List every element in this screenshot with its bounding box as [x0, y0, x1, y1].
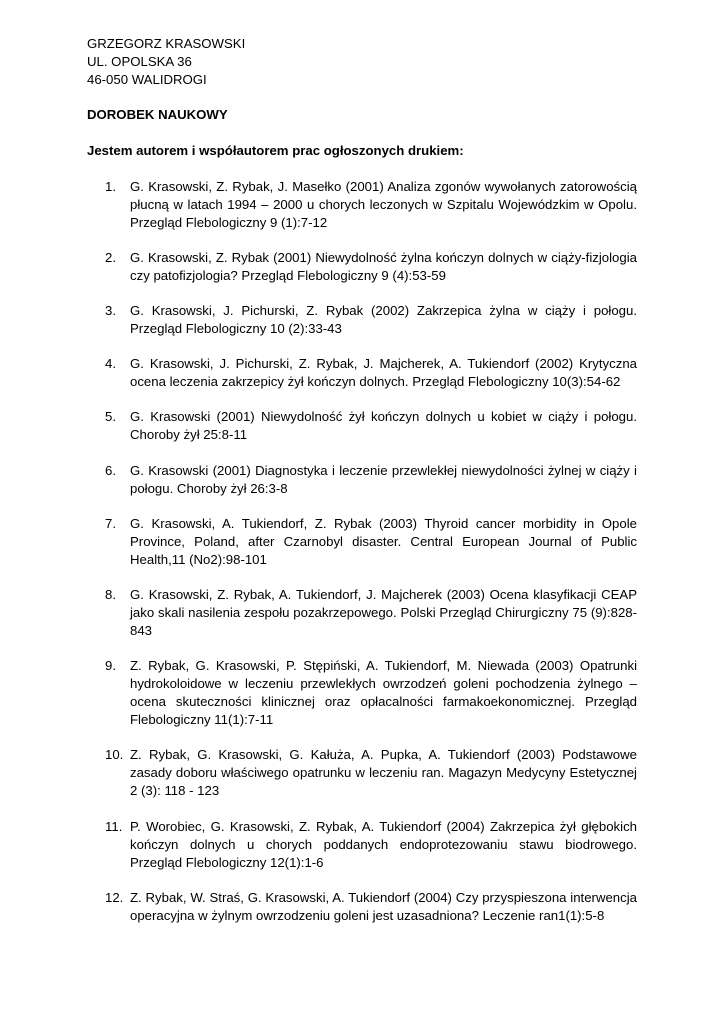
- publication-item: [105, 586, 637, 640]
- publication-number: 4.: [105, 356, 116, 371]
- publication-text: G. Krasowski (2001) Diagnostyka i leczenie przewlekłej niewydolności żylnej w ciąży i połogu. Choroby żył 26:3-8: [130, 463, 637, 496]
- publication-item: [105, 657, 637, 729]
- publication-item: [105, 249, 637, 285]
- publication-item: [105, 302, 637, 338]
- publication-item: [105, 178, 637, 232]
- publication-number: 9.: [105, 658, 116, 673]
- publication-number: 10.: [105, 747, 124, 762]
- publication-number: 1.: [105, 179, 116, 194]
- author-city: 46-050 WALIDROGI: [87, 72, 207, 87]
- publication-item: [105, 408, 637, 444]
- publication-number: 5.: [105, 409, 116, 424]
- publication-text: Z. Rybak, W. Straś, G. Krasowski, A. Tukiendorf (2004) Czy przyspieszona interwencja operacyjna w żylnym owrzodzeniu goleni jest uzasadniona? Leczenie ran1(1):5-8: [130, 890, 637, 923]
- publication-text: G. Krasowski, Z. Rybak, J. Masełko (2001) Analiza zgonów wywołanych zatorowością płucną w latach 1994 – 2000 u chorych leczonych w Szpitalu Wojewódzkim w Opolu. Przegląd Flebologiczny 9 (1):7-12: [130, 179, 637, 230]
- publication-item: [105, 889, 637, 925]
- author-street: UL. OPOLSKA 36: [87, 54, 192, 69]
- publication-item: [105, 355, 637, 391]
- publication-number: 11.: [105, 819, 123, 834]
- publication-text: G. Krasowski, Z. Rybak (2001) Niewydolność żylna kończyn dolnych w ciąży-fizjologia czy patofizjologia? Przegląd Flebologiczny 9 (4):53-59: [130, 250, 637, 283]
- publication-number: 7.: [105, 516, 116, 531]
- document-heading: DOROBEK NAUKOWY: [87, 107, 228, 122]
- publication-text: Z. Rybak, G. Krasowski, G. Kałuża, A. Pupka, A. Tukiendorf (2003) Podstawowe zasady doboru właściwego opatrunku w leczeniu ran. Magazyn Medycyny Estetycznej 2 (3): 118 - 123: [130, 747, 637, 798]
- publication-text: G. Krasowski (2001) Niewydolność żył kończyn dolnych u kobiet w ciąży i połogu. Choroby żył 25:8-11: [130, 409, 637, 442]
- publication-text: G. Krasowski, Z. Rybak, A. Tukiendorf, J. Majcherek (2003) Ocena klasyfikacji CEAP jako skali nasilenia zespołu pozakrzepowego. Polski Przegląd Chirurgiczny 75 (9):828-843: [130, 587, 637, 638]
- publication-text: G. Krasowski, A. Tukiendorf, Z. Rybak (2003) Thyroid cancer morbidity in Opole Province, Poland, after Czarnobyl disaster. Central European Journal of Public Health,11 (No2):98-101: [130, 516, 637, 567]
- publication-text: G. Krasowski, J. Pichurski, Z. Rybak (2002) Zakrzepica żylna w ciąży i połogu. Przegląd Flebologiczny 10 (2):33-43: [130, 303, 637, 336]
- publication-number: 8.: [105, 587, 116, 602]
- publication-text: Z. Rybak, G. Krasowski, P. Stępiński, A. Tukiendorf, M. Niewada (2003) Opatrunki hydrokoloidowe w leczeniu przewlekłych owrzodzeń goleni pochodzenia żylnego – ocena skuteczności klinicznej oraz opłacalności farmakoekonomicznej. Przegląd Flebologiczny 11(1):7-11: [130, 658, 637, 727]
- publication-number: 3.: [105, 303, 116, 318]
- author-name: GRZEGORZ KRASOWSKI: [87, 36, 246, 51]
- publication-number: 2.: [105, 250, 116, 265]
- intro-line: Jestem autorem i współautorem prac ogłoszonych drukiem:: [87, 143, 464, 158]
- publication-text: P. Worobiec, G. Krasowski, Z. Rybak, A. Tukiendorf (2004) Zakrzepica żył głębokich kończyn dolnych u chorych poddanych endoprotezowaniu stawu biodrowego. Przegląd Flebologiczny 12(1):1-6: [130, 819, 637, 870]
- publication-item: [105, 746, 637, 800]
- publication-number: 12.: [105, 890, 124, 905]
- publication-item: [105, 462, 637, 498]
- publication-item: [105, 515, 637, 569]
- publication-item: [105, 818, 637, 872]
- publication-number: 6.: [105, 463, 116, 478]
- publication-text: G. Krasowski, J. Pichurski, Z. Rybak, J. Majcherek, A. Tukiendorf (2002) Krytyczna ocena leczenia zakrzepicy żył kończyn dolnych. Przegląd Flebologiczny 10(3):54-62: [130, 356, 637, 389]
